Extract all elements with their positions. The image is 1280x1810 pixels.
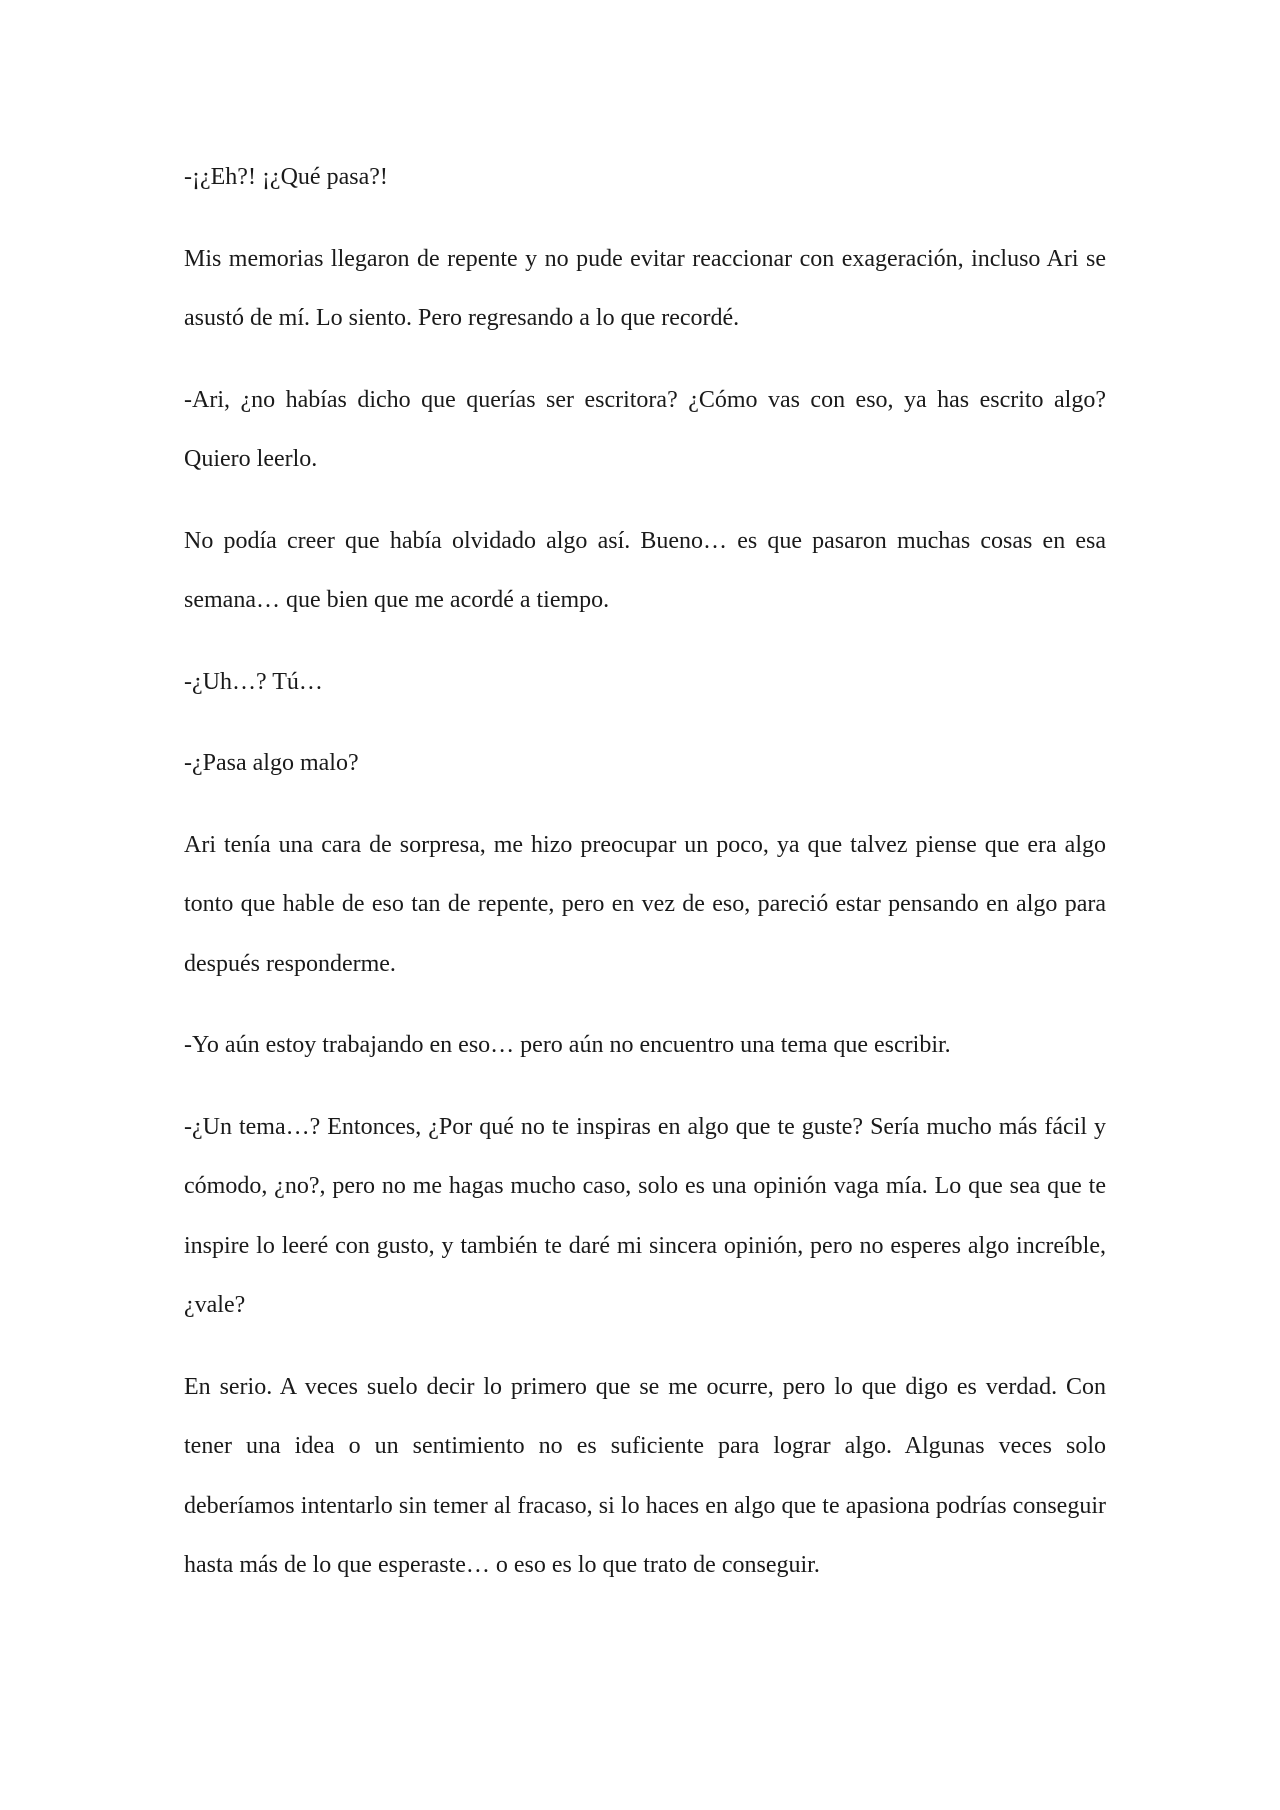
document-body [184,148,1106,1618]
paragraph: Ari tenía una cara de sorpresa, me hizo preocupar un poco, ya que talvez piense que era algo tonto que hable de eso tan de repente, pero en vez de eso, pareció estar pensando en algo para después responderme. [184,831,1106,977]
paragraph-dialogue: -¡¿Eh?! ¡¿Qué pasa?! [184,164,388,190]
paragraph: En serio. A veces suelo decir lo primero que se me ocurre, pero lo que digo es verdad. Con tener una idea o un sentimiento no es suficiente para lograr algo. Algunas veces solo deberíamos intentarlo sin temer al fracaso, si lo haces en algo que te apasiona podrías conseguir hasta más de lo que esperaste… o eso es lo que trato de conseguir. [184,1373,1106,1578]
paragraph: No podía creer que había olvidado algo así. Bueno… es que pasaron muchas cosas en esa semana… que bien que me acordé a tiempo. [184,527,1106,613]
paragraph-dialogue: -Ari, ¿no habías dicho que querías ser escritora? ¿Cómo vas con eso, ya has escrito algo? Quiero leerlo. [184,386,1106,472]
paragraph-dialogue: -¿Uh…? Tú… [184,668,323,695]
paragraph-dialogue: -¿Un tema…? Entonces, ¿Por qué no te inspiras en algo que te guste? Sería mucho más fácil y cómodo, ¿no?, pero no me hagas mucho caso, solo es una opinión vaga mía. Lo que sea que te inspire lo leeré con gusto, y también te daré mi sincera opinión, pero no esperes algo increíble, ¿vale? [184,1113,1106,1318]
paragraph-dialogue: -¿Pasa algo malo? [184,750,359,776]
paragraph-dialogue: -Yo aún estoy trabajando en eso… pero aún no encuentro una tema que escribir. [184,1032,951,1058]
paragraph: Mis memorias llegaron de repente y no pude evitar reaccionar con exageración, incluso Ari se asustó de mí. Lo siento. Pero regresando a lo que recordé. [184,245,1106,331]
